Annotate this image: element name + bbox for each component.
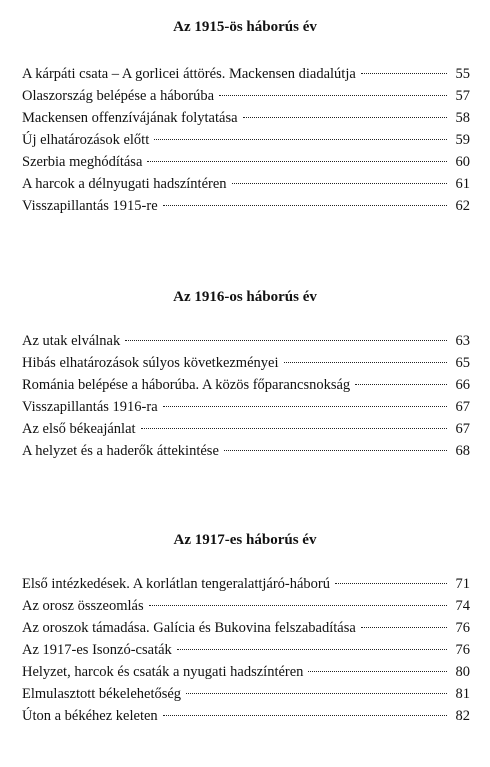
dot-leader <box>147 161 447 162</box>
toc-list-1915 <box>22 63 470 217</box>
toc-entry-label: Hibás elhatározások súlyos következményei <box>22 355 279 371</box>
toc-entry-page: 65 <box>455 355 470 371</box>
toc-entry[interactable] <box>22 85 470 107</box>
dot-leader <box>141 428 447 429</box>
toc-entry-page: 68 <box>455 443 470 459</box>
toc-entry-page: 55 <box>455 66 470 82</box>
dot-leader <box>163 406 447 407</box>
toc-entry[interactable] <box>22 661 470 683</box>
toc-entry-page: 59 <box>455 132 470 148</box>
toc-entry[interactable] <box>22 107 470 129</box>
toc-list-1917 <box>22 573 470 727</box>
toc-entry-page: 66 <box>455 377 470 393</box>
toc-entry-label: A kárpáti csata – A gorlicei áttörés. Mackensen diadalútja <box>22 66 356 82</box>
dot-leader <box>186 693 447 694</box>
toc-entry[interactable] <box>22 595 470 617</box>
toc-list-1916 <box>22 330 470 462</box>
dot-leader <box>361 627 447 628</box>
toc-entry-label: Románia belépése a háborúba. A közös főparancsnokság <box>22 377 351 393</box>
toc-entry-page: 60 <box>455 154 470 170</box>
section-title-1917: Az 1917-es háborús év <box>173 532 317 548</box>
toc-entry-page: 62 <box>455 198 470 214</box>
toc-entry-page: 71 <box>455 576 470 592</box>
toc-entry-label: Új elhatározások előtt <box>22 132 150 148</box>
toc-entry-label: Mackensen offenzívájának folytatása <box>22 110 238 126</box>
toc-entry-label: Első intézkedések. A korlátlan tengeralattjáró-háború <box>22 576 331 592</box>
toc-entry-label: Szerbia meghódítása <box>22 154 143 170</box>
toc-entry-page: 67 <box>455 399 470 415</box>
dot-leader <box>125 340 447 341</box>
toc-entry-label: A harcok a délnyugati hadszíntéren <box>22 176 227 192</box>
toc-entry[interactable] <box>22 173 470 195</box>
dot-leader <box>224 450 447 451</box>
toc-entry-page: 61 <box>455 176 470 192</box>
dot-leader <box>308 671 447 672</box>
dot-leader <box>219 95 447 96</box>
toc-entry-label: A helyzet és a haderők áttekintése <box>22 443 219 459</box>
toc-entry[interactable] <box>22 330 470 352</box>
dot-leader <box>149 605 447 606</box>
section-title-1916: Az 1916-os háborús év <box>173 289 317 305</box>
toc-entry[interactable] <box>22 151 470 173</box>
toc-entry-label: Elmulasztott békelehetőség <box>22 686 182 702</box>
toc-entry[interactable] <box>22 639 470 661</box>
dot-leader <box>232 183 447 184</box>
toc-entry-label: Úton a békéhez keleten <box>22 708 158 724</box>
toc-entry-page: 81 <box>455 686 470 702</box>
toc-entry-page: 58 <box>455 110 470 126</box>
dot-leader <box>177 649 447 650</box>
toc-entry-label: Az 1917-es Isonzó-csaták <box>22 642 172 658</box>
toc-entry[interactable] <box>22 195 470 217</box>
toc-entry-page: 74 <box>455 598 470 614</box>
toc-entry-label: Helyzet, harcok és csaták a nyugati hadszíntéren <box>22 664 304 680</box>
toc-entry-label: Az utak elválnak <box>22 333 121 349</box>
toc-entry[interactable] <box>22 63 470 85</box>
toc-entry[interactable] <box>22 418 470 440</box>
toc-entry[interactable] <box>22 374 470 396</box>
section-title-1915: Az 1915-ös háborús év <box>173 19 317 35</box>
dot-leader <box>243 117 447 118</box>
toc-entry-label: Az első békeajánlat <box>22 421 136 437</box>
dot-leader <box>163 205 447 206</box>
toc-entry[interactable] <box>22 617 470 639</box>
toc-entry-page: 63 <box>455 333 470 349</box>
dot-leader <box>284 362 448 363</box>
toc-entry[interactable] <box>22 683 470 705</box>
dot-leader <box>163 715 447 716</box>
toc-entry[interactable] <box>22 396 470 418</box>
toc-entry-page: 57 <box>455 88 470 104</box>
toc-entry-page: 67 <box>455 421 470 437</box>
toc-entry[interactable] <box>22 573 470 595</box>
toc-entry-page: 76 <box>455 642 470 658</box>
toc-entry-label: Olaszország belépése a háborúba <box>22 88 215 104</box>
toc-entry-label: Visszapillantás 1915-re <box>22 198 158 214</box>
dot-leader <box>154 139 447 140</box>
toc-entry-page: 82 <box>455 708 470 724</box>
toc-entry-page: 80 <box>455 664 470 680</box>
toc-entry[interactable] <box>22 440 470 462</box>
toc-entry-label: Visszapillantás 1916-ra <box>22 399 158 415</box>
toc-entry-page: 76 <box>455 620 470 636</box>
toc-entry[interactable] <box>22 352 470 374</box>
toc-entry[interactable] <box>22 129 470 151</box>
dot-leader <box>361 73 447 74</box>
toc-entry-label: Az orosz összeomlás <box>22 598 144 614</box>
toc-entry-label: Az oroszok támadása. Galícia és Bukovina felszabadítása <box>22 620 356 636</box>
toc-entry[interactable] <box>22 705 470 727</box>
dot-leader <box>355 384 447 385</box>
dot-leader <box>335 583 447 584</box>
